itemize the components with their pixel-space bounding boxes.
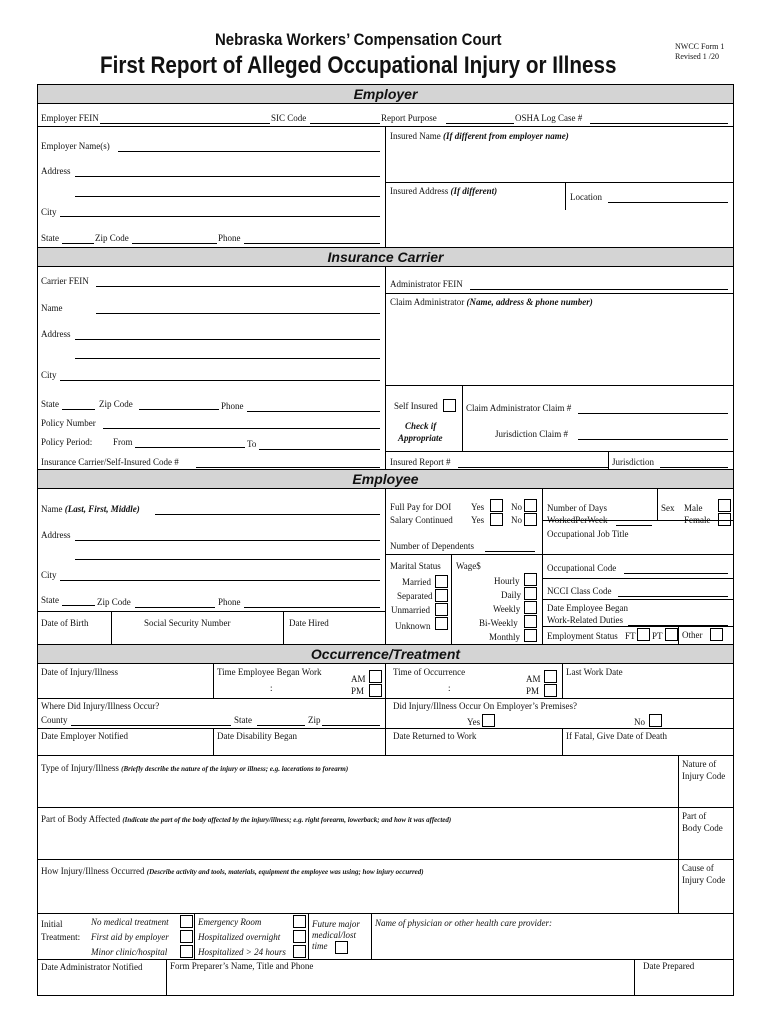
employer-phone-label: Phone bbox=[218, 233, 241, 243]
location-field[interactable] bbox=[608, 202, 728, 203]
began-am-checkbox[interactable] bbox=[369, 670, 382, 683]
biweekly-label: Bi-Weekly bbox=[479, 618, 518, 628]
other-checkbox[interactable] bbox=[710, 628, 723, 641]
insured-address-note: (If different) bbox=[450, 186, 498, 196]
full-pay-yes-checkbox[interactable] bbox=[490, 499, 503, 512]
date-admin-notified-label: Date Administrator Notified bbox=[41, 962, 143, 972]
employee-address-field[interactable] bbox=[75, 540, 380, 541]
emergency-label: Emergency Room bbox=[198, 917, 262, 927]
days-per-week-label: Number of Days bbox=[547, 503, 607, 513]
claim-admin-text: Claim Administrator bbox=[390, 297, 465, 307]
divider bbox=[385, 126, 386, 247]
occ-code-label: Occupational Code bbox=[547, 563, 617, 573]
unknown-checkbox[interactable] bbox=[435, 617, 448, 630]
dob-label: Date of Birth bbox=[41, 618, 89, 628]
employer-phone-field[interactable] bbox=[244, 243, 380, 244]
carrier-section-header: Insurance Carrier bbox=[38, 247, 733, 267]
carrier-name-label: Name bbox=[41, 303, 63, 313]
if-fatal-label: If Fatal, Give Date of Death bbox=[566, 731, 667, 741]
date-notified-label: Date Employer Notified bbox=[41, 731, 128, 741]
divider bbox=[385, 663, 386, 755]
divider bbox=[657, 488, 658, 520]
divider bbox=[385, 182, 733, 183]
salary-continued-label: Salary Continued bbox=[390, 515, 453, 525]
part-body-label bbox=[41, 814, 451, 826]
unknown-label: Unknown bbox=[395, 621, 431, 631]
employer-city-field[interactable] bbox=[60, 216, 380, 217]
employer-zip-field[interactable] bbox=[132, 243, 217, 244]
divider bbox=[38, 611, 385, 612]
initial-label: Initial bbox=[41, 919, 63, 929]
cause-code-label-1: Cause of bbox=[682, 863, 714, 873]
employee-state-label: State bbox=[41, 595, 59, 605]
carrier-state-field[interactable] bbox=[62, 409, 95, 410]
employee-name-note: (Last, First, Middle) bbox=[64, 504, 140, 514]
employee-address-line2[interactable] bbox=[75, 559, 380, 560]
days-per-week-field[interactable] bbox=[616, 525, 652, 526]
part-code-label-1: Part of bbox=[682, 811, 707, 821]
employee-name-label bbox=[41, 504, 140, 515]
ft-checkbox[interactable] bbox=[637, 628, 650, 641]
carrier-phone-label: Phone bbox=[221, 401, 244, 411]
insured-name-label bbox=[390, 131, 569, 142]
hosp-24-checkbox[interactable] bbox=[293, 945, 306, 958]
carrier-code-field[interactable] bbox=[196, 467, 380, 468]
employee-name-text: Name bbox=[41, 504, 63, 514]
form-number-text: NWCC Form 1 bbox=[675, 42, 725, 51]
policy-from-field[interactable] bbox=[135, 447, 245, 448]
separated-label: Separated bbox=[397, 591, 433, 601]
no-medical-label: No medical treatment bbox=[91, 917, 169, 927]
type-injury-label bbox=[41, 763, 348, 775]
divider bbox=[678, 626, 679, 644]
type-injury-text: Type of Injury/Illness bbox=[41, 763, 119, 773]
divider bbox=[542, 578, 733, 579]
date-injury-label: Date of Injury/Illness bbox=[41, 667, 118, 677]
began-am-label: AM bbox=[351, 674, 366, 684]
occ-am-checkbox[interactable] bbox=[544, 670, 557, 683]
part-body-text: Part of Body Affected bbox=[41, 814, 121, 824]
occ-pm-checkbox[interactable] bbox=[544, 684, 557, 697]
occ-am-label: AM bbox=[526, 674, 541, 684]
pt-label: PT bbox=[652, 631, 663, 641]
court-name: Nebraska Workers’ Compensation Court bbox=[215, 30, 502, 49]
employee-section-header: Employee bbox=[38, 469, 733, 489]
female-label: Female bbox=[684, 515, 711, 525]
employee-city-label: City bbox=[41, 570, 57, 580]
jurisdiction-claim-field[interactable] bbox=[578, 439, 728, 440]
employment-status-label: Employment Status bbox=[547, 631, 618, 641]
employee-zip-label: Zip Code bbox=[97, 597, 131, 607]
biweekly-checkbox[interactable] bbox=[524, 615, 537, 628]
hosp-overnight-label: Hospitalized overnight bbox=[198, 932, 281, 942]
worked-per-week-label: WorkedPerWeek bbox=[547, 515, 608, 525]
self-insured-label: Self Insured bbox=[394, 401, 438, 411]
ncci-label: NCCI Class Code bbox=[547, 586, 612, 596]
nature-code-label-1: Nature of bbox=[682, 759, 717, 769]
employer-fein-label: Employer FEIN bbox=[41, 113, 99, 123]
employer-state-label: State bbox=[41, 233, 59, 243]
salary-no-checkbox[interactable] bbox=[524, 513, 537, 526]
full-pay-yes-label: Yes bbox=[471, 502, 485, 512]
employer-fein-field[interactable] bbox=[100, 123, 270, 124]
how-occurred-text: How Injury/Illness Occurred bbox=[41, 866, 145, 876]
divider bbox=[462, 385, 463, 451]
part-code-label-2: Body Code bbox=[682, 823, 723, 833]
part-body-note: (Indicate the part of the body affected by the injury/illness; e.g. right forearm, lowerback; and how it was affected) bbox=[122, 816, 452, 824]
hosp-24-label: Hospitalized > 24 hours bbox=[198, 947, 286, 957]
insured-name-note: (If different from employer name) bbox=[442, 131, 569, 141]
employer-address-label: Address bbox=[41, 166, 71, 176]
occ-zip-label: Zip bbox=[308, 715, 321, 725]
divider bbox=[634, 959, 635, 995]
form-number bbox=[675, 42, 724, 62]
divider bbox=[385, 266, 386, 470]
carrier-name-field[interactable] bbox=[96, 313, 380, 314]
employer-name-label: Employer Name(s) bbox=[41, 141, 110, 151]
minor-clinic-checkbox[interactable] bbox=[180, 945, 193, 958]
divider bbox=[308, 913, 309, 959]
carrier-zip-label: Zip Code bbox=[99, 399, 133, 409]
osha-log-field[interactable] bbox=[590, 123, 728, 124]
divider bbox=[542, 599, 733, 600]
policy-number-label: Policy Number bbox=[41, 418, 96, 428]
minor-clinic-label: Minor clinic/hospital bbox=[91, 947, 168, 957]
hosp-overnight-checkbox[interactable] bbox=[293, 930, 306, 943]
time-began-label: Time Employee Began Work bbox=[217, 667, 322, 677]
form-frame bbox=[37, 84, 734, 996]
ssn-label: Social Security Number bbox=[144, 618, 231, 628]
cause-code-label-2: Injury Code bbox=[682, 875, 726, 885]
divider bbox=[608, 451, 609, 470]
premises-no-checkbox[interactable] bbox=[649, 714, 662, 727]
county-field[interactable] bbox=[71, 725, 231, 726]
employee-zip-field[interactable] bbox=[135, 607, 215, 608]
divider bbox=[213, 728, 214, 755]
divider bbox=[385, 385, 733, 386]
check-if-label: Check if bbox=[405, 421, 437, 431]
dependents-field[interactable] bbox=[485, 551, 535, 552]
divider bbox=[385, 451, 733, 452]
occ-code-field[interactable] bbox=[624, 573, 728, 574]
employer-section-header: Employer bbox=[38, 85, 733, 104]
full-pay-label: Full Pay for DOI bbox=[390, 502, 452, 512]
ft-label: FT bbox=[625, 631, 636, 641]
insured-address-text: Insured Address bbox=[390, 186, 449, 196]
pt-checkbox[interactable] bbox=[665, 628, 678, 641]
employer-city-label: City bbox=[41, 207, 57, 217]
hourly-label: Hourly bbox=[494, 576, 520, 586]
divider bbox=[678, 755, 679, 913]
unmarried-label: Unmarried bbox=[391, 605, 430, 615]
job-title-label: Occupational Job Title bbox=[547, 529, 629, 539]
employee-address-label: Address bbox=[41, 530, 71, 540]
divider bbox=[38, 698, 733, 699]
type-injury-note: (Briefly describe the nature of the injury or illness; e.g. lacerations to forearm) bbox=[121, 765, 349, 773]
separated-checkbox[interactable] bbox=[435, 589, 448, 602]
emergency-checkbox[interactable] bbox=[293, 915, 306, 928]
report-purpose-label: Report Purpose bbox=[381, 113, 437, 123]
date-began-label: Date Employee Began bbox=[547, 603, 628, 613]
marital-status-label: Marital Status bbox=[390, 561, 441, 571]
revised-text: Revised 1 /20 bbox=[675, 52, 719, 61]
insured-report-label: Insured Report # bbox=[390, 457, 451, 467]
carrier-state-label: State bbox=[41, 399, 59, 409]
carrier-address-field[interactable] bbox=[75, 339, 380, 340]
began-pm-checkbox[interactable] bbox=[369, 684, 382, 697]
divider bbox=[38, 859, 733, 860]
claim-admin-claim-field[interactable] bbox=[578, 413, 728, 414]
jurisdiction-field[interactable] bbox=[660, 467, 728, 468]
last-work-label: Last Work Date bbox=[566, 667, 623, 677]
daily-label: Daily bbox=[501, 590, 521, 600]
employer-address-line2[interactable] bbox=[75, 196, 380, 197]
jurisdiction-label: Jurisdiction bbox=[612, 457, 654, 467]
premises-label: Did Injury/Illness Occur On Employer’s Premises? bbox=[393, 701, 578, 711]
treatment-label: Treatment: bbox=[41, 932, 81, 942]
future-label-3: time bbox=[312, 941, 328, 951]
other-label: Other bbox=[682, 630, 703, 640]
physician-label: Name of physician or other health care provider: bbox=[375, 918, 553, 928]
divider bbox=[565, 182, 566, 210]
date-prepared-label: Date Prepared bbox=[643, 961, 695, 971]
divider bbox=[385, 293, 733, 294]
jurisdiction-claim-label: Jurisdiction Claim # bbox=[495, 429, 568, 439]
divider bbox=[385, 488, 386, 644]
employer-zip-label: Zip Code bbox=[95, 233, 129, 243]
occ-zip-field[interactable] bbox=[322, 725, 380, 726]
occ-state-label: State bbox=[234, 715, 252, 725]
dependents-label: Number of Dependents bbox=[390, 541, 474, 551]
divider bbox=[562, 728, 563, 755]
insured-address-label bbox=[390, 186, 497, 197]
policy-to-field[interactable] bbox=[259, 449, 380, 450]
admin-fein-label: Administrator FEIN bbox=[390, 279, 463, 289]
where-label: Where Did Injury/Illness Occur? bbox=[41, 701, 160, 711]
first-aid-label: First aid by employer bbox=[91, 932, 169, 942]
report-purpose-field[interactable] bbox=[446, 123, 514, 124]
work-related-label: Work-Related Duties bbox=[547, 615, 624, 625]
time-occurrence-label: Time of Occurrence bbox=[393, 667, 466, 677]
self-insured-checkbox[interactable] bbox=[443, 399, 456, 412]
sex-label: Sex bbox=[661, 503, 675, 513]
future-checkbox[interactable] bbox=[335, 941, 348, 954]
full-pay-no-checkbox[interactable] bbox=[524, 499, 537, 512]
weekly-checkbox[interactable] bbox=[524, 601, 537, 614]
policy-number-field[interactable] bbox=[103, 428, 380, 429]
male-label: Male bbox=[684, 503, 703, 513]
monthly-checkbox[interactable] bbox=[524, 629, 537, 642]
divider bbox=[542, 626, 733, 627]
divider bbox=[542, 488, 543, 644]
premises-yes-label: Yes bbox=[467, 717, 481, 727]
date-hired-label: Date Hired bbox=[289, 618, 329, 628]
osha-log-label: OSHA Log Case # bbox=[515, 113, 583, 123]
employee-phone-field[interactable] bbox=[244, 607, 380, 608]
insured-name-text: Insured Name bbox=[390, 131, 441, 141]
policy-from-label: From bbox=[113, 437, 133, 447]
divider bbox=[38, 913, 733, 914]
carrier-city-label: City bbox=[41, 370, 57, 380]
divider bbox=[371, 913, 372, 959]
ncci-field[interactable] bbox=[618, 596, 728, 597]
carrier-fein-field[interactable] bbox=[96, 286, 380, 287]
nature-code-label-2: Injury Code bbox=[682, 771, 726, 781]
divider bbox=[38, 728, 733, 729]
unmarried-checkbox[interactable] bbox=[435, 603, 448, 616]
divider bbox=[111, 611, 112, 644]
hourly-checkbox[interactable] bbox=[524, 573, 537, 586]
divider bbox=[38, 807, 733, 808]
county-label: County bbox=[41, 715, 68, 725]
employee-phone-label: Phone bbox=[218, 597, 241, 607]
policy-to-label: To bbox=[247, 439, 257, 449]
male-checkbox[interactable] bbox=[718, 499, 731, 512]
carrier-code-label: Insurance Carrier/Self-Insured Code # bbox=[41, 457, 179, 467]
form-title: First Report of Alleged Occupational Injury or Illness bbox=[100, 52, 617, 79]
employer-address-field[interactable] bbox=[75, 176, 380, 177]
began-pm-label: PM bbox=[351, 686, 365, 696]
how-occurred-note: (Describe activity and tools, materials, equipment the employee was using; how injury occurred) bbox=[146, 868, 424, 876]
salary-no-label: No bbox=[511, 515, 522, 525]
carrier-address-line2[interactable] bbox=[75, 358, 380, 359]
premises-no-label: No bbox=[634, 717, 645, 727]
carrier-phone-field[interactable] bbox=[247, 411, 380, 412]
employer-name-field[interactable] bbox=[118, 151, 380, 152]
carrier-address-label: Address bbox=[41, 329, 71, 339]
claim-admin-claim-label: Claim Administrator Claim # bbox=[466, 403, 572, 413]
began-colon: : bbox=[270, 683, 273, 693]
carrier-city-field[interactable] bbox=[60, 380, 380, 381]
premises-yes-checkbox[interactable] bbox=[482, 714, 495, 727]
employer-state-field[interactable] bbox=[62, 243, 94, 244]
carrier-zip-field[interactable] bbox=[139, 409, 219, 410]
future-label-1: Future major bbox=[312, 919, 360, 929]
divider bbox=[166, 959, 167, 995]
salary-yes-label: Yes bbox=[471, 515, 485, 525]
sic-code-label: SIC Code bbox=[271, 113, 307, 123]
date-returned-label: Date Returned to Work bbox=[393, 731, 477, 741]
employee-state-field[interactable] bbox=[62, 605, 95, 606]
divider bbox=[562, 663, 563, 698]
salary-yes-checkbox[interactable] bbox=[490, 513, 503, 526]
occurrence-section-header: Occurrence/Treatment bbox=[38, 644, 733, 664]
insured-report-field[interactable] bbox=[458, 467, 608, 468]
preparer-label: Form Preparer’s Name, Title and Phone bbox=[170, 961, 314, 971]
divider bbox=[283, 611, 284, 644]
policy-period-label: Policy Period: bbox=[41, 437, 93, 447]
divider bbox=[194, 913, 195, 959]
claim-admin-label bbox=[390, 297, 593, 308]
future-label-2: medical/lost bbox=[312, 930, 356, 940]
divider bbox=[38, 959, 733, 960]
sic-code-field[interactable] bbox=[310, 123, 380, 124]
daily-checkbox[interactable] bbox=[524, 587, 537, 600]
admin-fein-field[interactable] bbox=[470, 289, 728, 290]
divider bbox=[213, 663, 214, 698]
appropriate-label: Appropriate bbox=[398, 433, 443, 443]
date-disability-label: Date Disability Began bbox=[217, 731, 297, 741]
occ-pm-label: PM bbox=[526, 686, 540, 696]
divider bbox=[38, 755, 733, 756]
divider bbox=[385, 554, 733, 555]
divider bbox=[451, 554, 452, 644]
monthly-label: Monthly bbox=[489, 632, 521, 642]
married-label: Married bbox=[402, 577, 431, 587]
married-checkbox[interactable] bbox=[435, 575, 448, 588]
first-aid-checkbox[interactable] bbox=[180, 930, 193, 943]
divider bbox=[542, 520, 733, 521]
full-pay-no-label: No bbox=[511, 502, 522, 512]
how-occurred-label bbox=[41, 866, 424, 878]
weekly-label: Weekly bbox=[493, 604, 521, 614]
occ-colon: : bbox=[448, 683, 451, 693]
carrier-fein-label: Carrier FEIN bbox=[41, 276, 89, 286]
no-medical-checkbox[interactable] bbox=[180, 915, 193, 928]
location-label: Location bbox=[570, 192, 602, 202]
wage-label: Wage$ bbox=[456, 561, 481, 571]
employee-city-field[interactable] bbox=[60, 580, 380, 581]
claim-admin-note: (Name, address & phone number) bbox=[466, 297, 593, 307]
occ-state-field[interactable] bbox=[257, 725, 305, 726]
employee-name-field[interactable] bbox=[155, 514, 380, 515]
